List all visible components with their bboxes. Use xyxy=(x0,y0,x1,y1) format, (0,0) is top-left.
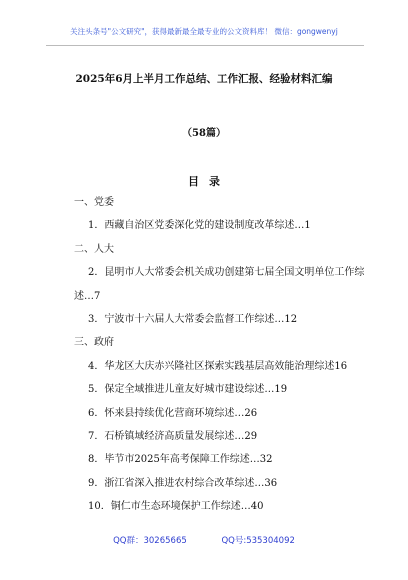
toc-item[interactable]: 5．保定全域推进儿童友好城市建设综述…19 xyxy=(88,384,288,396)
toc-item[interactable]: 10．铜仁市生态环境保护工作综述…40 xyxy=(88,501,264,513)
toc-item[interactable]: 1．西藏自治区党委深化党的建设制度改革综述…1 xyxy=(88,220,311,232)
toc-item[interactable]: 3．宁波市十六届人大常委会监督工作综述…12 xyxy=(88,314,298,326)
toc-item[interactable]: 4．华龙区大庆赤兴隆社区探索实践基层高效能治理综述16 xyxy=(88,360,348,372)
header-divider xyxy=(46,45,364,46)
toc-title: 目录 xyxy=(188,175,230,188)
footer-contact xyxy=(0,534,408,546)
document-title: 2025年6月上半月工作总结、工作汇报、经验材料汇编 xyxy=(75,73,333,85)
toc-item[interactable]: 7．石桥镇域经济高质量发展综述…29 xyxy=(88,431,258,443)
toc-section-heading: 三、政府 xyxy=(74,337,114,349)
toc-item[interactable]: 2．昆明市人大常委会机关成功创建第七届全国文明单位工作综述…7 xyxy=(74,267,365,302)
header-promo-note: 关注头条号"公文研究"，获得最新最全最专业的公文资料库！ 微信：gongwenyj xyxy=(70,27,338,36)
footer-qq-group: QQ群：30265665 xyxy=(113,536,187,546)
table-of-contents xyxy=(74,191,374,519)
toc-item[interactable]: 9．浙江省深入推进农村综合改革综述…36 xyxy=(88,477,278,489)
footer-qq-number: QQ号:535304092 xyxy=(221,536,295,546)
toc-section-heading: 一、党委 xyxy=(74,197,114,208)
document-count: （58篇） xyxy=(182,128,226,139)
toc-item[interactable]: 6．怀来县持续优化营商环境综述…26 xyxy=(88,407,258,419)
toc-section-heading: 二、人大 xyxy=(74,243,114,255)
toc-item[interactable]: 8．毕节市2025年高考保障工作综述…32 xyxy=(88,454,273,466)
